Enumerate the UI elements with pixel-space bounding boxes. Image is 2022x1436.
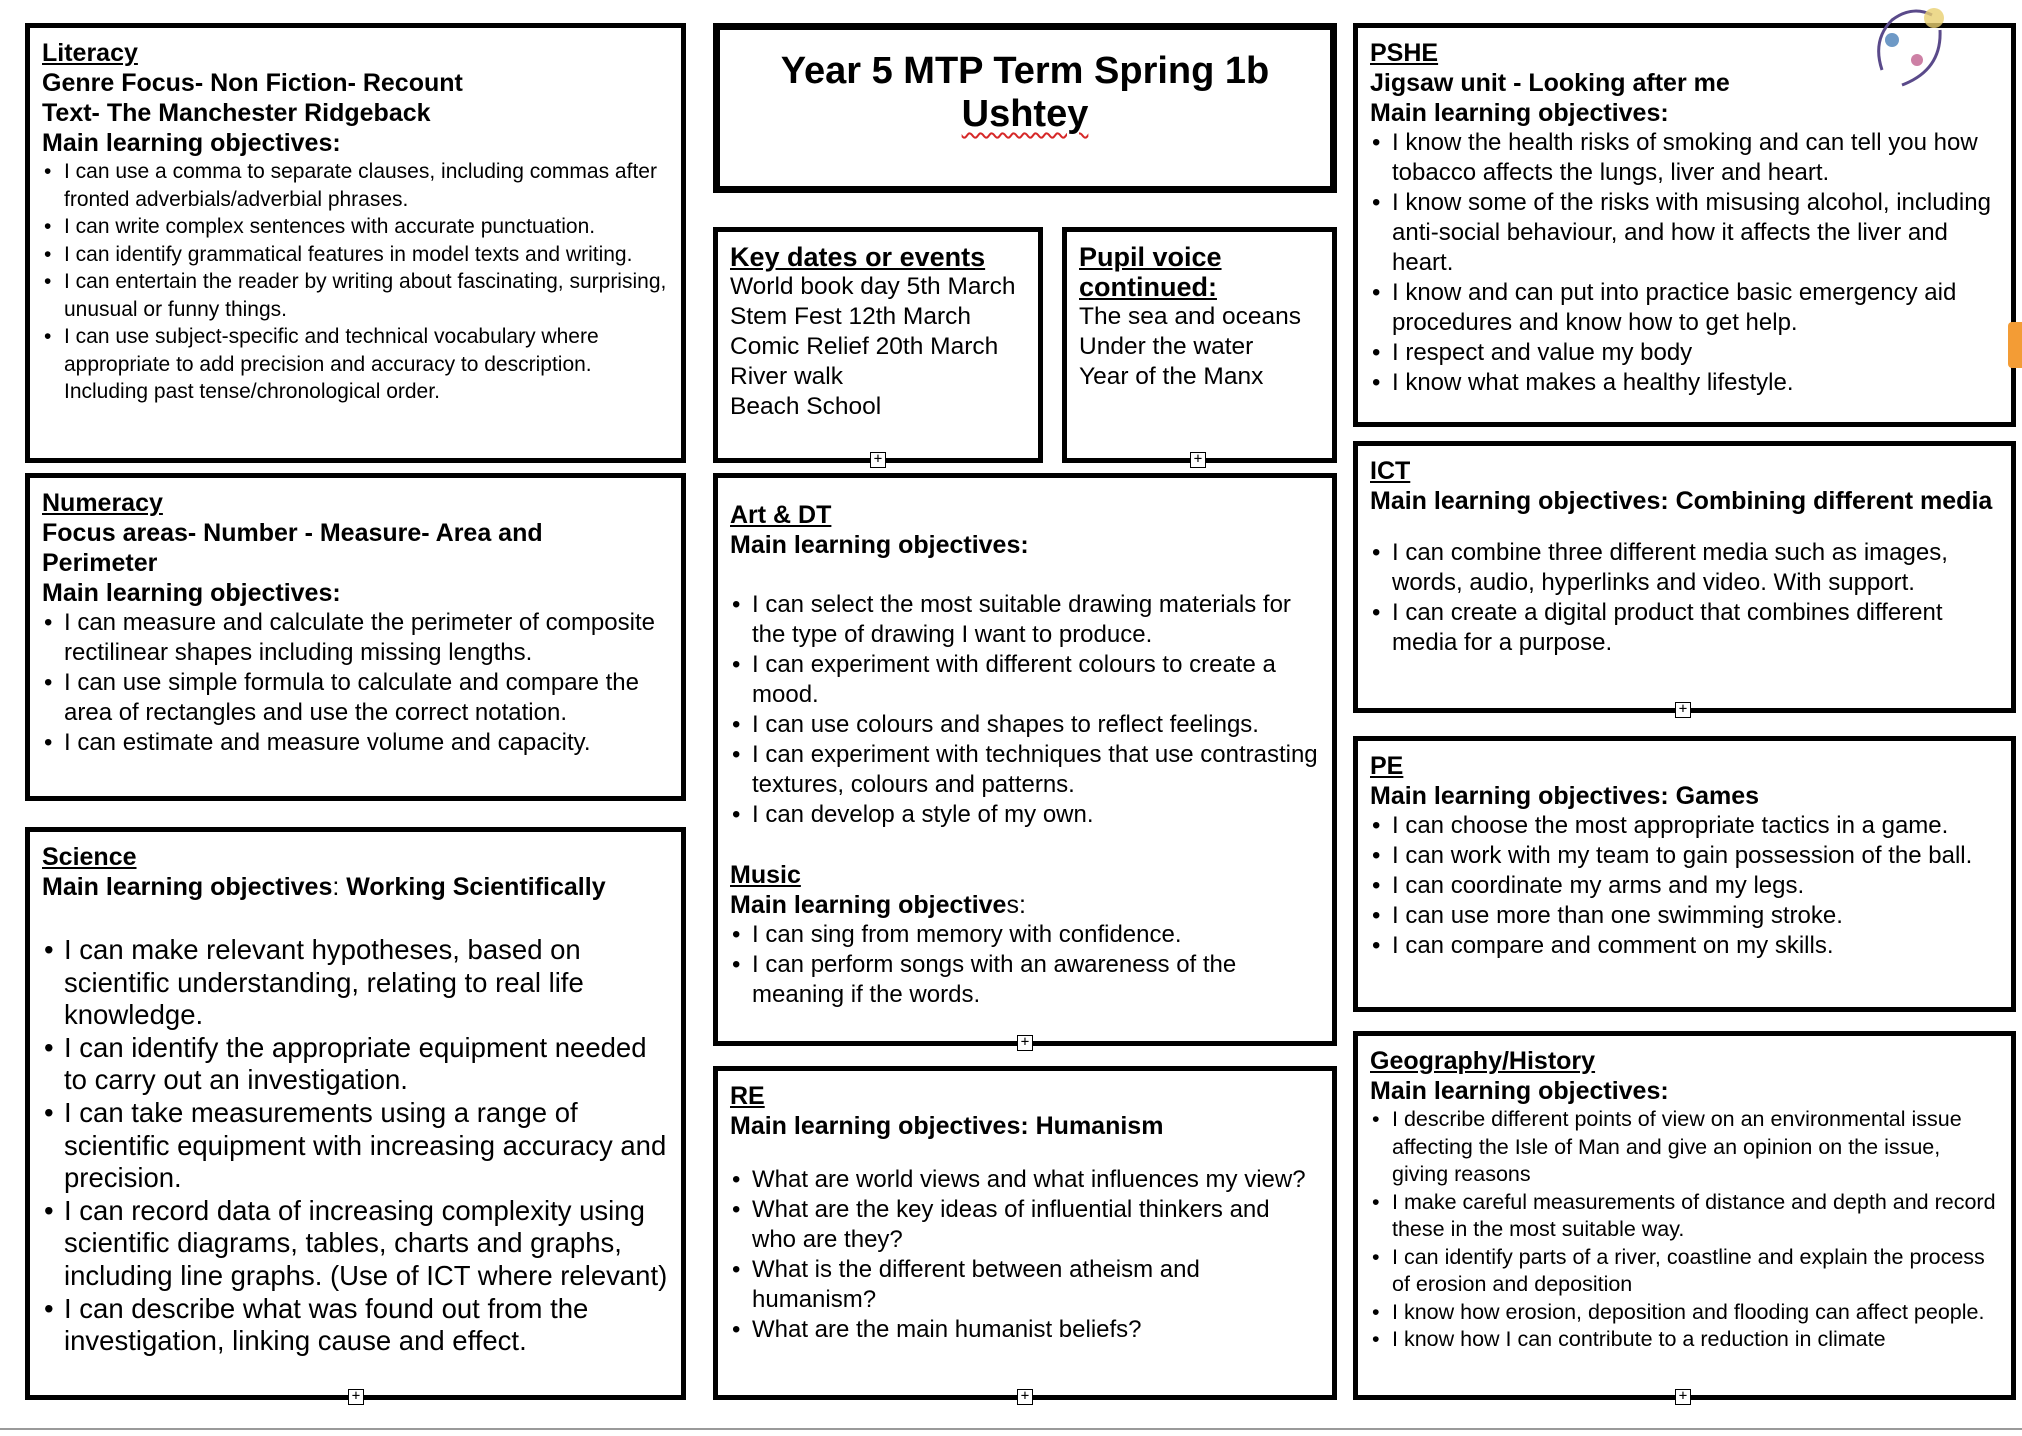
art-dt-objectives-list	[730, 590, 1320, 830]
title-box	[713, 23, 1337, 193]
list-item: • I can choose the most appropriate tactics in a game.	[1392, 811, 1999, 841]
pe-objectives-list	[1370, 811, 1999, 961]
list-item: • I can identify parts of a river, coastline and explain the process of erosion and deposition	[1392, 1244, 1999, 1299]
list-item: • I can coordinate my arms and my legs.	[1392, 871, 1999, 901]
list-item: • I can experiment with different colours to create a mood.	[752, 650, 1320, 710]
science-objectives-sep: :	[332, 873, 347, 901]
pupil-voice-heading: Pupil voice continued:	[1079, 242, 1222, 302]
re-objectives-label: Main learning objectives: Humanism	[730, 1112, 1164, 1140]
list-item: • I can perform songs with an awareness of the meaning if the words.	[752, 950, 1320, 1010]
ict-objectives-list	[1370, 538, 1999, 658]
list-item: Stem Fest 12th March	[730, 303, 972, 330]
music-objectives-label-rest: s:	[1006, 891, 1026, 919]
music-objectives-label: Main learning objective	[730, 891, 1007, 919]
list-item: Beach School	[730, 393, 882, 420]
list-item: River walk	[730, 363, 843, 390]
ict-box	[1353, 441, 2016, 713]
list-item: Under the water	[1079, 333, 1254, 360]
corner-logo	[1862, 0, 1962, 92]
music-objectives-list	[730, 920, 1320, 1010]
list-item: • What is the different between atheism and humanism?	[752, 1255, 1320, 1315]
pshe-heading: PSHE	[1370, 39, 1439, 67]
list-item: • I know the health risks of smoking and can tell you how tobacco affects the lungs, liver and heart.	[1392, 128, 1999, 188]
key-dates-heading: Key dates or events	[730, 242, 986, 272]
list-item: • I respect and value my body	[1392, 338, 1999, 368]
geography-history-box	[1353, 1031, 2016, 1400]
list-item: • I can record data of increasing complexity using scientific diagrams, tables, charts and graphs, including line graphs. (Use of ICT where relevant)	[64, 1195, 669, 1293]
re-objectives-list	[730, 1165, 1320, 1345]
literacy-text: Text- The Manchester Ridgeback	[42, 99, 431, 127]
list-item: • What are world views and what influences my view?	[752, 1165, 1320, 1195]
art-dt-heading: Art & DT	[730, 501, 832, 529]
pupil-voice-box	[1062, 227, 1337, 463]
geography-history-heading: Geography/History	[1370, 1047, 1596, 1075]
list-item: • I know and can put into practice basic emergency aid procedures and know how to get help.	[1392, 278, 1999, 338]
list-item: Comic Relief 20th March	[730, 333, 999, 360]
literacy-box	[25, 23, 686, 463]
page-subtitle: Ushtey	[961, 93, 1089, 135]
music-heading: Music	[730, 861, 801, 889]
list-item: Year of the Manx	[1079, 363, 1264, 390]
list-item: • I can measure and calculate the perimeter of composite rectilinear shapes including missing lengths.	[64, 608, 669, 668]
move-handle-icon[interactable]: +	[348, 1389, 364, 1405]
science-box	[25, 827, 686, 1400]
move-handle-icon[interactable]: +	[1675, 702, 1691, 718]
literacy-objectives-label: Main learning objectives:	[42, 129, 341, 157]
list-item: • I can use colours and shapes to reflect feelings.	[752, 710, 1320, 740]
pe-objectives-label: Main learning objectives: Games	[1370, 782, 1760, 810]
re-box	[713, 1066, 1337, 1400]
move-handle-icon[interactable]: +	[1017, 1389, 1033, 1405]
science-objectives-label: Main learning objectives	[42, 873, 333, 901]
list-item: • I can create a digital product that combines different media for a purpose.	[1392, 598, 1999, 658]
geography-history-objectives-label: Main learning objectives:	[1370, 1077, 1669, 1105]
list-item: • I can make relevant hypotheses, based on scientific understanding, relating to real life knowledge.	[64, 934, 669, 1032]
list-item: • What are the main humanist beliefs?	[752, 1315, 1320, 1345]
list-item: • I can experiment with techniques that use contrasting textures, colours and patterns.	[752, 740, 1320, 800]
list-item: The sea and oceans	[1079, 303, 1302, 330]
list-item: • I know how erosion, deposition and flooding can affect people.	[1392, 1299, 1999, 1327]
list-item: • I can use subject-specific and technical vocabulary where appropriate to add precision and accuracy to description. Including past tense/chronological order.	[64, 323, 669, 406]
list-item: World book day 5th March	[730, 273, 1016, 300]
move-handle-icon[interactable]: +	[1190, 452, 1206, 468]
divider	[0, 1428, 2022, 1430]
move-handle-icon[interactable]: +	[870, 452, 886, 468]
numeracy-box	[25, 473, 686, 801]
list-item: • I can use a comma to separate clauses, including commas after fronted adverbials/adverbial phrases.	[64, 158, 669, 213]
art-dt-objectives-label: Main learning objectives:	[730, 531, 1029, 559]
re-heading: RE	[730, 1082, 765, 1110]
list-item: • What are the key ideas of influential thinkers and who are they?	[752, 1195, 1320, 1255]
ict-heading: ICT	[1370, 457, 1411, 485]
pe-box	[1353, 736, 2016, 1012]
list-item: • I make careful measurements of distance and depth and record these in the most suitable way.	[1392, 1189, 1999, 1244]
list-item: • I can write complex sentences with accurate punctuation.	[64, 213, 669, 241]
literacy-genre: Genre Focus- Non Fiction- Recount	[42, 69, 463, 97]
list-item: • I know some of the risks with misusing alcohol, including anti-social behaviour, and how it affects the liver and heart.	[1392, 188, 1999, 278]
science-objectives-topic: Working Scientifically	[346, 873, 606, 901]
page-title: Year 5 MTP Term Spring 1b	[780, 50, 1270, 92]
list-item: • I can develop a style of my own.	[752, 800, 1320, 830]
pshe-objectives-list	[1370, 128, 1999, 398]
ict-objectives-label: Main learning objectives: Combining different media	[1370, 487, 1993, 515]
numeracy-objectives-list	[42, 608, 669, 758]
numeracy-heading: Numeracy	[42, 489, 163, 517]
science-heading: Science	[42, 843, 137, 871]
list-item: • I can use simple formula to calculate and compare the area of rectangles and use the correct notation.	[64, 668, 669, 728]
list-item: • I can identify grammatical features in model texts and writing.	[64, 241, 669, 269]
list-item: • I can entertain the reader by writing about fascinating, surprising, unusual or funny things.	[64, 268, 669, 323]
list-item: • I can describe what was found out from the investigation, linking cause and effect.	[64, 1293, 669, 1358]
science-objectives-list	[42, 934, 669, 1358]
list-item: • I can estimate and measure volume and capacity.	[64, 728, 669, 758]
pshe-objectives-label: Main learning objectives:	[1370, 99, 1669, 127]
numeracy-focus: Focus areas- Number - Measure- Area and Perimeter	[42, 519, 543, 577]
literacy-heading: Literacy	[42, 39, 138, 67]
list-item: • I know what makes a healthy lifestyle.	[1392, 368, 1999, 398]
music-objectives	[730, 890, 1320, 920]
art-music-box	[713, 473, 1337, 1046]
move-handle-icon[interactable]: +	[1017, 1035, 1033, 1051]
list-item: • I know how I can contribute to a reduction in climate	[1392, 1326, 1999, 1354]
science-objectives	[42, 872, 669, 902]
list-item: • I describe different points of view on an environmental issue affecting the Isle of Man and give an opinion on the issue, giving reasons	[1392, 1106, 1999, 1189]
literacy-objectives-list	[42, 158, 669, 406]
side-tab-icon[interactable]	[2008, 322, 2022, 368]
pe-heading: PE	[1370, 752, 1404, 780]
numeracy-objectives-label: Main learning objectives:	[42, 579, 341, 607]
list-item: • I can select the most suitable drawing materials for the type of drawing I want to produce.	[752, 590, 1320, 650]
key-dates-box	[713, 227, 1043, 463]
geography-history-objectives-list	[1370, 1106, 1999, 1354]
list-item: • I can combine three different media such as images, words, audio, hyperlinks and video. With support.	[1392, 538, 1999, 598]
move-handle-icon[interactable]: +	[1675, 1389, 1691, 1405]
list-item: • I can compare and comment on my skills.	[1392, 931, 1999, 961]
list-item: • I can use more than one swimming stroke.	[1392, 901, 1999, 931]
list-item: • I can sing from memory with confidence.	[752, 920, 1320, 950]
pshe-unit: Jigsaw unit - Looking after me	[1370, 69, 1730, 97]
list-item: • I can identify the appropriate equipment needed to carry out an investigation.	[64, 1032, 669, 1097]
list-item: • I can take measurements using a range of scientific equipment with increasing accuracy and precision.	[64, 1097, 669, 1195]
list-item: • I can work with my team to gain possession of the ball.	[1392, 841, 1999, 871]
